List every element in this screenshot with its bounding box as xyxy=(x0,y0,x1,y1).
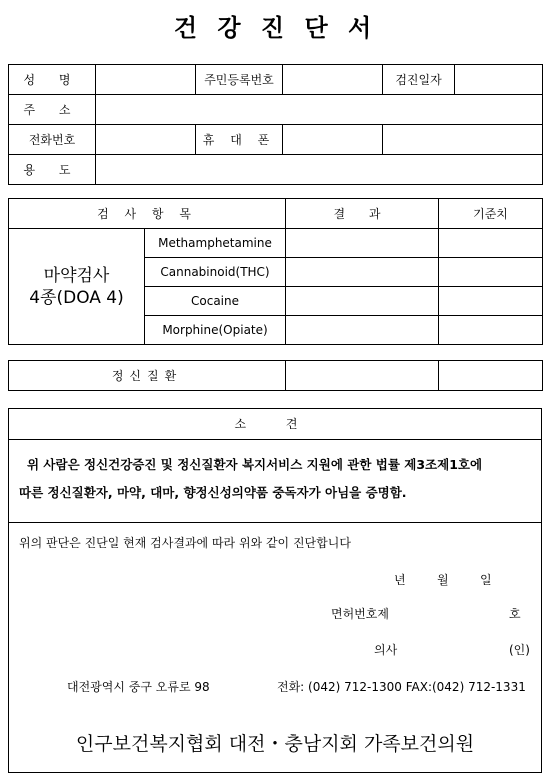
drug-test-title: 마약검사 xyxy=(43,265,110,286)
opinion-line-2: 따른 정신질환자, 마약, 대마, 향정신성의약품 중독자가 아님을 증명함. xyxy=(19,485,407,500)
license-label: 면허번호제 xyxy=(331,607,389,621)
opinion-body xyxy=(9,440,541,523)
clinic-address: 대전광역시 중구 오류로 98 xyxy=(67,680,210,694)
mobile-field[interactable] xyxy=(283,125,383,155)
mobile-extra-field[interactable] xyxy=(383,125,543,155)
test-results-table xyxy=(8,198,543,345)
result-field-2[interactable] xyxy=(286,258,439,287)
purpose-label: 용 도 xyxy=(9,155,96,185)
day-label: 일 xyxy=(480,573,492,587)
test-item-methamphetamine: Methamphetamine xyxy=(145,229,286,258)
seal-mark: (인) xyxy=(509,643,530,657)
address-label: 주 소 xyxy=(9,95,96,125)
opinion-line-1: 위 사람은 정신건강증진 및 정신질환자 복지서비스 지원에 관한 법률 제3조제1호에 xyxy=(27,457,483,472)
year-label: 년 xyxy=(394,573,406,587)
result-field-4[interactable] xyxy=(286,316,439,345)
purpose-field[interactable] xyxy=(96,155,543,185)
standard-field-1[interactable] xyxy=(439,229,543,258)
name-field[interactable] xyxy=(96,65,196,95)
mental-standard-field[interactable] xyxy=(439,361,543,391)
clinic-contact: 전화: (042) 712-1300 FAX:(042) 712-1331 xyxy=(277,680,526,694)
exam-date-field[interactable] xyxy=(455,65,543,95)
test-item-cannabinoid: Cannabinoid(THC) xyxy=(145,258,286,287)
result-field-3[interactable] xyxy=(286,287,439,316)
standard-field-4[interactable] xyxy=(439,316,543,345)
mental-result-field[interactable] xyxy=(286,361,439,391)
standard-field-3[interactable] xyxy=(439,287,543,316)
name-label: 성 명 xyxy=(9,65,96,95)
exam-date-label: 검진일자 xyxy=(383,65,455,95)
test-item-header: 검 사 항 목 xyxy=(9,199,286,229)
opinion-box xyxy=(8,408,542,773)
personal-info-table xyxy=(8,64,543,185)
organization-name: 인구보건복지협회 대전・충남지회 가족보건의원 xyxy=(75,733,475,755)
license-suffix: 호 xyxy=(509,607,521,621)
month-label: 월 xyxy=(437,573,449,587)
test-item-cocaine: Cocaine xyxy=(145,287,286,316)
document-title: 건 강 진 단 서 xyxy=(173,14,378,42)
mobile-label: 휴 대 폰 xyxy=(196,125,283,155)
drug-test-subtitle: 4종(DOA 4) xyxy=(29,287,124,308)
rrn-field[interactable] xyxy=(283,65,383,95)
phone-label: 전화번호 xyxy=(9,125,96,155)
drug-test-group xyxy=(9,229,145,345)
opinion-header: 소 견 xyxy=(9,409,541,440)
diagnosis-statement: 위의 판단은 진단일 현재 검사결과에 따라 위와 같이 진단합니다 xyxy=(19,536,351,550)
address-field[interactable] xyxy=(96,95,543,125)
mental-illness-label: 정신질환 xyxy=(9,361,286,391)
test-item-morphine: Morphine(Opiate) xyxy=(145,316,286,345)
phone-field[interactable] xyxy=(96,125,196,155)
rrn-label: 주민등록번호 xyxy=(196,65,283,95)
result-header: 결 과 xyxy=(286,199,439,229)
mental-illness-table xyxy=(8,360,543,391)
result-field-1[interactable] xyxy=(286,229,439,258)
standard-field-2[interactable] xyxy=(439,258,543,287)
doctor-label: 의사 xyxy=(374,643,398,657)
standard-header: 기준치 xyxy=(439,199,543,229)
